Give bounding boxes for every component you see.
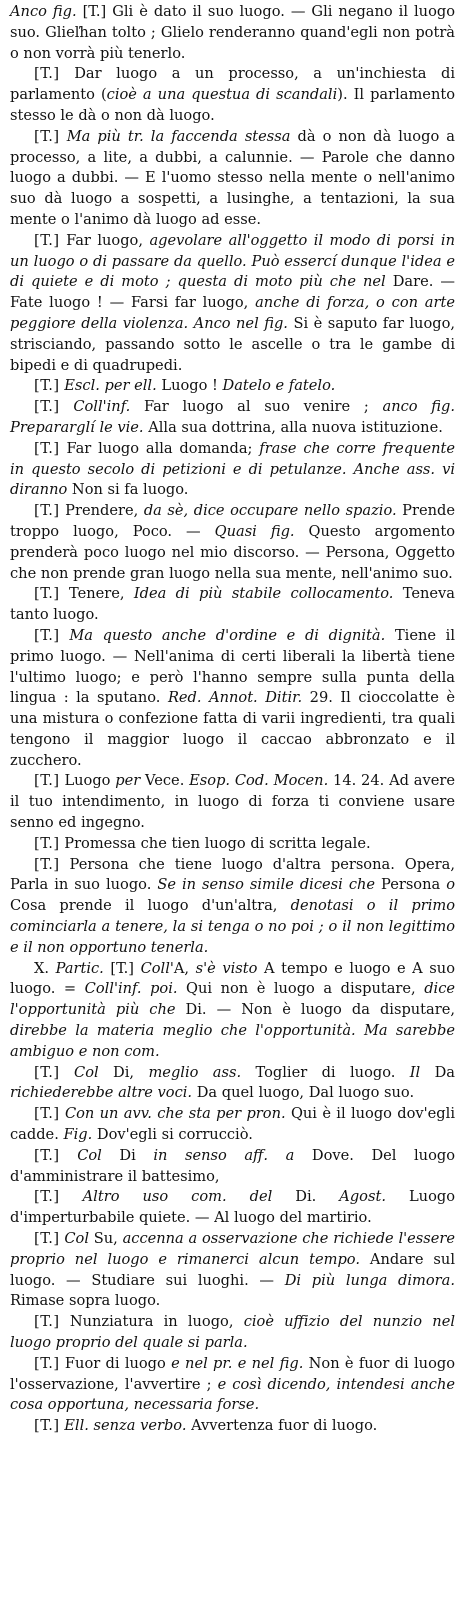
entry-text: Persona che tiene luogo d'altra persona. Opera, Parla in suo luogo.: [10, 855, 455, 894]
dictionary-entry: [10, 439, 455, 501]
italic-text: Agost.: [339, 1188, 386, 1206]
italic-text: Altro uso com. del: [82, 1188, 273, 1206]
dictionary-entry: [10, 1187, 455, 1229]
italic-text: Coll'inf.: [73, 398, 131, 416]
section-marker: [T.]: [34, 834, 60, 852]
italic-text: Coll'inf. poi.: [84, 980, 178, 998]
dictionary-entry: [10, 1104, 455, 1146]
entry-text: Prende troppo luogo, Poco. —: [10, 502, 455, 540]
section-marker: [T.]: [34, 1230, 60, 1248]
entry-text: Questo argomento prenderà poco luogo nel mio discorso. — Persona, Oggetto che non prende gran luogo nella sua mente, nell'animo suo.: [10, 522, 456, 582]
italic-text: richiederebbe altre voci.: [10, 1084, 193, 1102]
italic-text: cioè uffizio del nunzio nel luogo proprio del quale si parla.: [10, 1313, 455, 1351]
italic-text: cioè a una questua di scandali: [106, 86, 338, 104]
italic-text: Anco fig.: [10, 3, 77, 20]
entry-text: Da: [420, 1063, 456, 1081]
dictionary-entry: [10, 626, 455, 772]
section-marker: [T.]: [34, 626, 60, 644]
entry-text: Luogo d'imperturbabile quiete. — Al luogo del martirio.: [10, 1188, 455, 1227]
section-marker: [T.]: [34, 772, 60, 790]
entry-text: A,: [173, 959, 196, 977]
dictionary-entry: [10, 2, 455, 64]
entry-text: Di,: [98, 1063, 149, 1081]
entry-text: Far luogo alla domanda;: [59, 439, 260, 457]
section-marker: [T.]: [34, 1188, 60, 1206]
italic-text: Esop. Cod. Mocen.: [189, 772, 329, 790]
italic-text: Col: [74, 1063, 99, 1081]
entry-text: 14. 24. Ad avere il tuo intendimento, in luogo di forza ti conviene usare senno ed ingegno.: [10, 772, 455, 832]
dictionary-entries: [10, 2, 455, 1437]
italic-text: Ma questo anche d'ordine e di dignità.: [69, 626, 386, 644]
entry-text: Da quel luogo, Dal luogo suo.: [192, 1084, 415, 1102]
dictionary-entry: [10, 771, 455, 833]
italic-text: Fig.: [63, 1126, 93, 1144]
dictionary-entry: [10, 1146, 455, 1188]
italic-text: anco fig. Prepararglí le vie.: [10, 398, 455, 436]
dictionary-entry: [10, 1063, 455, 1105]
section-marker: [T.]: [34, 1417, 60, 1435]
italic-text: meglio ass.: [148, 1063, 242, 1081]
entry-text: Luogo !: [156, 377, 223, 395]
entry-text: Si è saputo far luogo, strisciando, passando sotto le ascelle o tra le gambe di bipedi e di quadrupedi.: [10, 314, 455, 374]
entry-text: Fuor di luogo: [59, 1354, 172, 1372]
italic-text: Con un avv. che sta per pron.: [64, 1105, 286, 1123]
entry-text: [60, 398, 74, 415]
italic-text: Quasi fig.: [214, 522, 295, 540]
italic-text: Ell. senza verbo.: [64, 1417, 187, 1435]
entry-text: [60, 627, 70, 644]
section-marker: [T.]: [34, 377, 60, 395]
entry-text: [60, 1147, 78, 1164]
entry-text: Dare. — Fate luogo ! — Farsi far luogo,: [10, 273, 455, 312]
italic-text: Col: [77, 1146, 102, 1164]
entry-text: Qui è il luogo dov'egli cadde.: [10, 1105, 455, 1144]
italic-text: o: [446, 876, 455, 894]
section-marker: [T.]: [34, 855, 60, 873]
italic-text: Il: [409, 1063, 421, 1081]
entry-text: dà o non dà luogo a processo, a lite, a dubbi, a calunnie. — Parole che danno luogo a dubbi. — E l'uomo stesso nella mente o nell'animo suo dà luogo a sospetti, a lusinghe, a tentazioni, la sua mente o l'animo dà luogo ad esse.: [10, 127, 455, 228]
entry-text: Toglier di luogo.: [241, 1063, 410, 1081]
dictionary-entry: [10, 1416, 455, 1437]
dictionary-entry: [10, 855, 455, 959]
section-marker: [T.]: [34, 1313, 60, 1331]
italic-text: Partic.: [55, 959, 104, 977]
dictionary-entry: [10, 834, 455, 855]
italic-text: dice l'opportunità più che: [10, 980, 456, 1019]
italic-text: Coll': [140, 959, 174, 977]
entry-text: [T.] Gli è dato il suo luogo. — Gli negano il luogo suo. Glieľhan tolto ; Glielo renderanno quand'egli non potrà o non vorrà più tenerlo.: [10, 3, 455, 62]
italic-text: denotasi o il primo cominciarla a tenere, la si tenga o no poi ; o il non legittimo e il non opportuno tenerla.: [10, 897, 455, 956]
entry-text: Di.: [272, 1188, 340, 1206]
italic-text: Ma più tr. la faccenda stessa: [66, 127, 291, 145]
entry-text: Vece.: [140, 772, 190, 790]
entry-text: [60, 128, 67, 145]
section-marker: [T.]: [34, 231, 60, 249]
dictionary-entry: [10, 1312, 455, 1354]
dictionary-entry: [10, 1354, 455, 1416]
italic-text: frase che corre frequente in questo secolo di petizioni e di petulanze. Anche ass. vi diranno: [10, 439, 456, 499]
dictionary-entry: [10, 127, 455, 231]
italic-text: Escl. per ell.: [64, 377, 157, 395]
entry-text: Dar luogo a un processo, a un'inchiesta di parlamento (: [10, 65, 455, 104]
section-marker: [T.]: [34, 1146, 60, 1164]
entry-text: 29. Il cioccolatte è una mistura o confezione fatta di varii ingredienti, tra quali tengono il maggior luogo il caccao abbronzato e il zucchero.: [10, 689, 456, 769]
italic-text: direbbe la materia meglio che l'opportunità. Ma sarebbe ambiguo e non com.: [10, 1022, 455, 1060]
entry-text: Su,: [89, 1230, 123, 1248]
section-marker: [T.]: [34, 502, 60, 520]
section-marker: [T.]: [34, 65, 60, 83]
entry-text: Far luogo,: [59, 231, 150, 249]
entry-text: Promessa che tien luogo di scritta legale.: [59, 834, 371, 852]
entry-text: Luogo: [59, 772, 116, 790]
italic-text: Col: [64, 1230, 90, 1248]
entry-text: Non è fuor di luogo l'osservazione, l'avvertire ;: [10, 1354, 455, 1393]
dictionary-entry: [10, 231, 455, 377]
entry-text: Tiene il primo luogo. — Nell'anima di certi liberali la libertà tiene l'ultimo luogo; e però l'hanno sempre sulla punta della lingua : la sputano.: [10, 626, 456, 707]
entry-text: Dov'egli si corrucciò.: [92, 1126, 253, 1144]
dictionary-entry: [10, 584, 455, 626]
entry-text: Avvertenza fuor di luogo.: [186, 1417, 378, 1435]
dictionary-entry: [10, 64, 455, 126]
italic-text: accenna a osservazione che richiede l'essere proprio nel luogo e rimanerci alcun tempo.: [10, 1230, 455, 1268]
section-marker: [T.]: [34, 398, 60, 416]
dictionary-entry: [10, 397, 455, 439]
entry-text: Di. — Non è luogo da disputare,: [175, 1001, 456, 1019]
entry-text: ). Il parlamento stesso le dà o non dà luogo.: [10, 86, 455, 124]
italic-text: Idea di più stabile collocamento.: [133, 585, 394, 603]
entry-text: [60, 1064, 74, 1081]
section-marker: [T.]: [34, 1354, 60, 1372]
italic-text: agevolare all'oggetto il modo di porsi in un luogo o di passare da quello. Può essercí dunque l'idea e di quiete e di moto ; questa di moto più che nel: [10, 231, 455, 291]
entry-text: Far luogo al suo venire ;: [130, 398, 383, 416]
dictionary-entry: [10, 1229, 455, 1312]
entry-text: Alla sua dottrina, alla nuova istituzione.: [143, 418, 443, 436]
section-marker: [T.]: [34, 1105, 60, 1123]
entry-text: [60, 1188, 83, 1205]
italic-text: per: [115, 772, 141, 790]
entry-text: Di: [101, 1146, 154, 1164]
italic-text: Datelo e fatelo.: [222, 377, 336, 395]
section-marker: [T.]: [34, 585, 60, 603]
italic-text: da sè, dice occupare nello spazio.: [143, 502, 397, 520]
entry-text: X.: [34, 959, 56, 977]
italic-text: anche di forza, o con arte peggiore della violenza. Anco nel fig.: [10, 294, 455, 332]
entry-text: Teneva tanto luogo.: [10, 585, 455, 624]
dictionary-entry: [10, 376, 455, 397]
italic-text: e nel pr. e nel fig.: [171, 1354, 304, 1372]
entry-text: Persona: [375, 876, 447, 894]
entry-text: A tempo e luogo e A suo luogo. =: [10, 959, 455, 998]
entry-text: Tenere,: [59, 585, 134, 603]
entry-text: Qui non è luogo a disputare,: [177, 980, 425, 998]
section-marker: [T.]: [34, 439, 60, 457]
entry-text: Andare sul luogo. — Studiare sui luoghi. —: [10, 1250, 455, 1289]
section-marker: [T.]: [34, 127, 60, 145]
entry-text: Nunziatura in luogo,: [59, 1313, 244, 1331]
entry-text: Cosa prende il luogo d'un'altra,: [10, 897, 291, 915]
italic-text: Red. Annot. Ditir.: [167, 689, 303, 707]
dictionary-entry: [10, 501, 455, 584]
entry-text: [T.]: [103, 959, 141, 977]
section-marker: [T.]: [34, 1063, 60, 1081]
dictionary-entry: [10, 959, 455, 1063]
entry-text: Non si fa luogo.: [67, 481, 189, 499]
italic-text: in senso aff. a: [153, 1146, 295, 1164]
italic-text: Di più lunga dimora.: [284, 1271, 455, 1289]
italic-text: Se in senso simile dicesi che: [157, 876, 376, 894]
italic-text: e così dicendo, intendesi anche cosa opportuna, necessaria forse.: [10, 1375, 455, 1414]
entry-text: Rimase sopra luogo.: [10, 1292, 161, 1310]
entry-text: Prendere,: [59, 502, 144, 520]
entry-text: Dove. Del luogo d'amministrare il battesimo,: [10, 1146, 455, 1185]
italic-text: s'è visto: [195, 959, 258, 977]
